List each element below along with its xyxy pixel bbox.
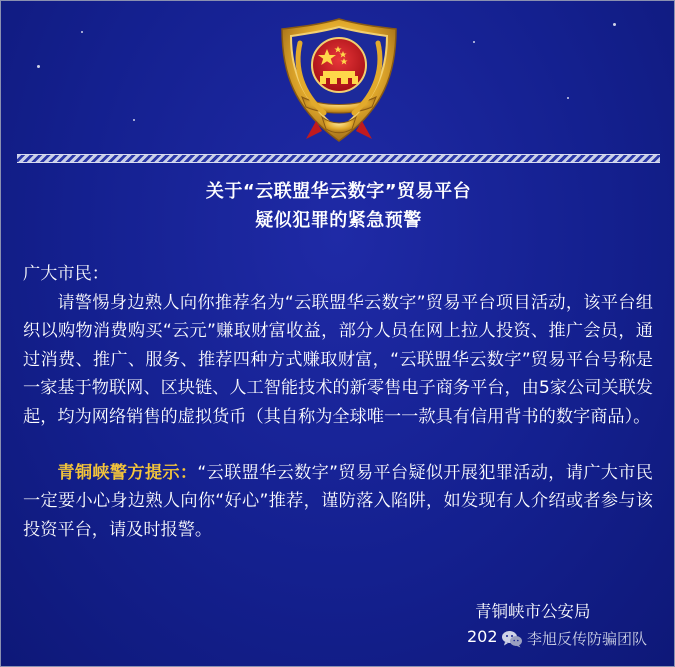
notice-title-line2: 疑似犯罪的紧急预警 (255, 210, 422, 231)
notice-title-line1: 关于“云联盟华云数字”贸易平台 (205, 181, 472, 202)
watermark-text: 李旭反传防骗团队 (527, 630, 648, 648)
sparkle-decoration (613, 23, 616, 26)
sparkle-decoration (473, 41, 475, 43)
sparkle-decoration (81, 31, 83, 33)
paragraph-alert (23, 459, 653, 544)
sparkle-decoration (567, 97, 569, 99)
date-line: 202 (467, 627, 498, 646)
police-emblem-icon (272, 13, 406, 147)
greeting: 广大市民： (23, 264, 109, 284)
paragraph-warning: 请警惕身边熟人向你推荐名为“云联盟华云数字”贸易平台项目活动，该平台组织以购物消费购买“云元”赚取财富收益，部分人员在网上拉人投资、推广会员，通过消费、推广、服务、推荐四种方式赚取财富，“云联盟华云数字”贸易平台号称是一家基于物联网、区块链、人工智能技术的新零售电子商务平台，由5家公司关联发起，均为网络销售的虚拟货币（其自称为全球唯一一款具有信用背书的数字商品）。 (23, 293, 653, 427)
sparkle-decoration (37, 65, 40, 68)
wechat-icon (501, 630, 523, 648)
sparkle-decoration (133, 119, 135, 121)
alert-label: 青铜峡警方提示： (57, 463, 198, 483)
alert-text: “云联盟华云数字”贸易平台疑似开展犯罪活动，请广大市民一定要小心身边熟人向你“好心”推荐，谨防落入陷阱，如发现有人介绍或者参与该投资平台，请及时报警。 (23, 463, 653, 540)
signature: 青铜峡市公安局 (475, 602, 591, 621)
decorative-divider (17, 154, 660, 163)
watermark (501, 628, 647, 649)
